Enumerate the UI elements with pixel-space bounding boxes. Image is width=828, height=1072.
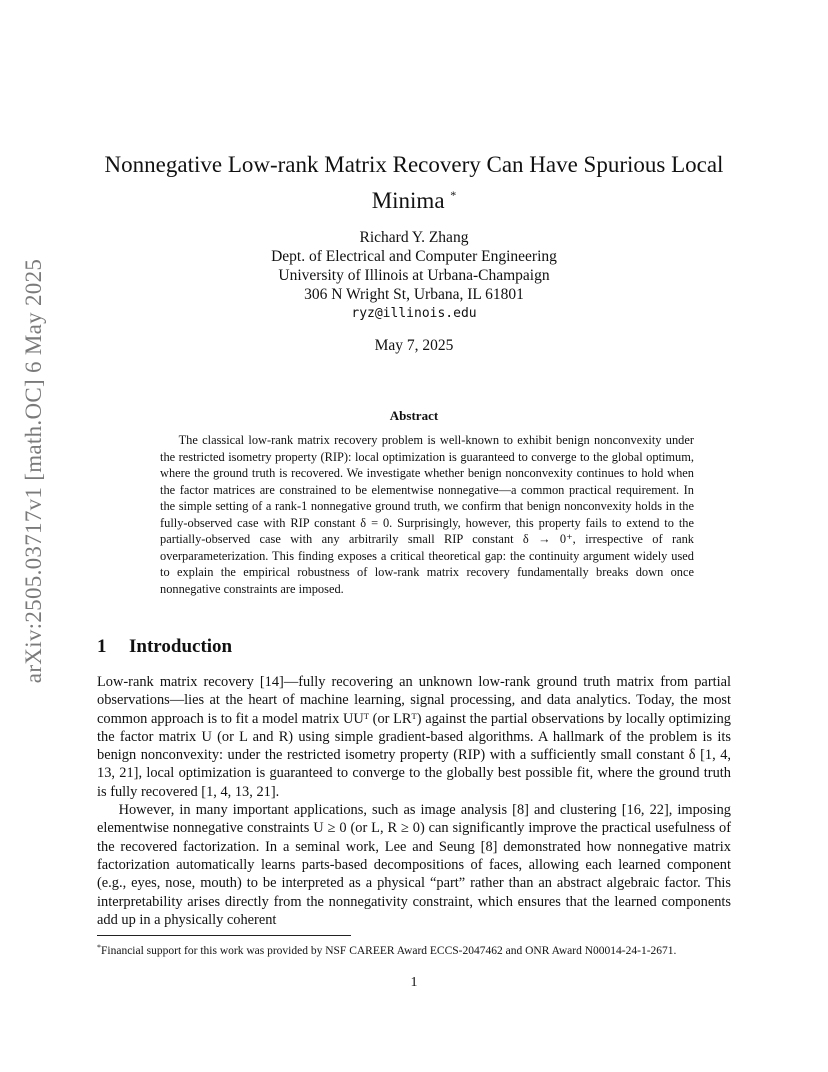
section-title: Introduction xyxy=(129,636,233,657)
footnote-mark: * xyxy=(97,943,101,952)
intro-paragraph-2: However, in many important applications, such as image analysis [8] and clustering [16, 22], imposing elementwise nonnegative constraints U ≥ 0 (or L, R ≥ 0) can significantly improve the practical usefulness of the recovered factorization. In a seminal work, Lee and Seung [8] demonstrated how nonnegative matrix factorization automatically learns parts-based decompositions of faces, allowing each learned component (e.g., eyes, nose, mouth) to be interpreted as a physical “part” rather than an abstract algebraic factor. This interpretability arises directly from the nonnegativity constraint, which ensures that the learned components add up in a physically coherent xyxy=(97,802,731,928)
page-number: 1 xyxy=(410,975,418,990)
footnote-text: Financial support for this work was provided by NSF CAREER Award ECCS-2047462 and ONR Award N00014-24-1-2671. xyxy=(101,945,677,957)
author-university: University of Illinois at Urbana-Champaign xyxy=(278,267,550,284)
abstract-heading: Abstract xyxy=(389,408,439,423)
author-address: 306 N Wright St, Urbana, IL 61801 xyxy=(304,286,524,303)
footnote-rule xyxy=(97,935,351,936)
title-line-2 xyxy=(97,180,731,216)
author-email: ryz@illinois.edu xyxy=(351,306,477,321)
author-block xyxy=(97,228,731,323)
author-name: Richard Y. Zhang xyxy=(359,229,469,246)
intro-paragraph-1: Low-rank matrix recovery [14]—fully recovering an unknown low-rank ground truth matrix from partial observations—lies at the heart of machine learning, signal processing, and data analytics. Today, the most common approach is to fit a model matrix UUᵀ (or LRᵀ) against the partial observations by locally optimizing the factor matrix U (or L and R) using simple gradient-based algorithms. A hallmark of the problem is its benign nonconvexity: under the restricted isometry property (RIP) with a sufficiently small constant δ [1, 4, 13, 21], local optimization is guaranteed to converge to the globally best possible fit, where the ground truth is fully recovered [1, 4, 13, 21]. xyxy=(97,674,731,800)
paper-title xyxy=(97,150,731,216)
author-department: Dept. of Electrical and Computer Engineering xyxy=(271,248,557,265)
title-line-1: Nonnegative Low-rank Matrix Recovery Can Have Spurious Local xyxy=(104,152,724,177)
title-footnote-mark: * xyxy=(450,188,457,202)
arxiv-side-stamp xyxy=(14,258,54,684)
introduction-body xyxy=(97,673,731,929)
paper-date: May 7, 2025 xyxy=(374,337,454,354)
section-number: 1 xyxy=(97,636,107,657)
footnote xyxy=(97,940,731,959)
abstract-text: The classical low-rank matrix recovery problem is well-known to exhibit benign nonconvexity under the restricted isometry property (RIP): local optimization is guaranteed to converge to the global optimum, where the ground truth is recovered. We investigate whether benign nonconvexity continues to hold when the factor matrices are constrained to be elementwise nonnegative—a common practical requirement. In the simple setting of a rank-1 nonnegative ground truth, we confirm that benign nonconvexity holds in the fully-observed case with RIP constant δ = 0. Surprisingly, however, this property fails to extend to the partially-observed case with any arbitrarily small RIP constant δ → 0⁺, irrespective of rank overparameterization. This finding exposes a critical theoretical gap: the continuity argument widely used to explain the empirical robustness of low-rank matrix recovery fundamentally breaks down once nonnegative constraints are imposed. xyxy=(160,433,694,596)
arxiv-identifier: arXiv:2505.03717v1 [math.OC] 6 May 2025 xyxy=(21,258,46,684)
section-heading xyxy=(97,636,731,658)
title-line-2-text: Minima xyxy=(371,188,445,213)
